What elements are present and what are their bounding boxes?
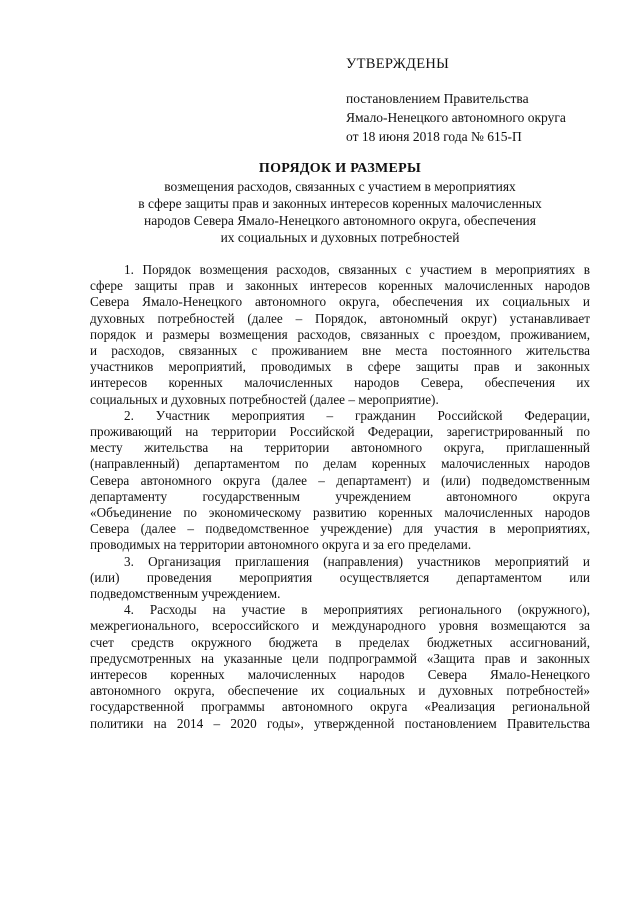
paragraph-4 xyxy=(90,602,590,732)
document-subtitle-line: возмещения расходов, связанных с участием в мероприятиях xyxy=(164,179,516,194)
paragraph-1 xyxy=(90,262,590,408)
approval-title: УТВЕРЖДЕНЫ xyxy=(346,56,450,72)
text-line: межрегионального, всероссийского и международного уровня возмещаются за xyxy=(90,618,590,634)
document-subtitle-line: в сфере защиты прав и законных интересов коренных малочисленных xyxy=(138,196,542,211)
text-line: участников мероприятий, проводимых в сфере защиты прав и законных xyxy=(90,359,590,375)
text-line: политики на 2014 – 2020 годы», утвержденной постановлением Правительства xyxy=(90,715,590,731)
text-line: проводимых на территории автономного округа и за его пределами. xyxy=(90,537,472,553)
text-line: месту жительства на территории автономного округа, приглашенный xyxy=(90,440,590,456)
text-line: сфере защиты прав и законных интересов коренных малочисленных народов xyxy=(90,278,590,294)
text-line: интересов коренных малочисленных народов Севера Ямало-Ненецкого xyxy=(90,667,590,683)
text-line: Севера автономного округа (далее – департамент) и (или) подведомственным xyxy=(90,472,590,488)
approval-line: постановлением Правительства xyxy=(346,91,529,106)
approval-line: Ямало-Ненецкого автономного округа xyxy=(346,110,566,125)
text-line: интересов коренных малочисленных народов Севера, обеспечения их xyxy=(90,375,590,391)
text-line: порядок и размеры возмещения расходов, связанных с проездом, проживанием, xyxy=(90,326,590,342)
text-line: департаменту государственным учреждением автономного округа xyxy=(90,488,590,504)
text-line: и расходов, связанных с проживанием вне места постоянного жительства xyxy=(90,343,590,359)
text-line: счет средств окружного бюджета в пределах бюджетных ассигнований, xyxy=(90,634,590,650)
text-line: духовных потребностей (далее – Порядок, автономный округ) устанавливает xyxy=(90,310,590,326)
text-line: социальных и духовных потребностей (далее – мероприятие). xyxy=(90,391,439,407)
text-line: (направленный) департаментом по делам коренных малочисленных народов xyxy=(90,456,590,472)
text-line: Севера (далее – подведомственное учреждение) для участия в мероприятиях, xyxy=(90,521,590,537)
text-line: «Объединение по экономическому развитию коренных малочисленных народов xyxy=(90,505,590,521)
document-title-main: ПОРЯДОК И РАЗМЕРЫ xyxy=(258,161,422,176)
text-line: 3. Организация приглашения (направления) участников мероприятий и xyxy=(124,553,590,569)
document-title xyxy=(90,160,590,246)
approval-line: от 18 июня 2018 года № 615-П xyxy=(346,129,522,144)
document-body xyxy=(90,262,590,732)
text-line: 2. Участник мероприятия – гражданин Российской Федерации, xyxy=(124,407,590,423)
document-subtitle-line: их социальных и духовных потребностей xyxy=(220,230,460,245)
text-line: подведомственным учреждением. xyxy=(90,586,281,602)
text-line: предусмотренных на указанные цели подпрограммой «Защита прав и законных xyxy=(90,650,590,666)
text-line: государственной программы автономного округа «Реализация региональной xyxy=(90,699,590,715)
approval-stamp xyxy=(346,55,626,146)
text-line: Севера Ямало-Ненецкого автономного округа, обеспечения их социальных и xyxy=(90,294,590,310)
text-line: автономного округа, обеспечение их социальных и духовных потребностей» xyxy=(90,683,590,699)
paragraph-2 xyxy=(90,408,590,554)
document-subtitle-line: народов Севера Ямало-Ненецкого автономного округа, обеспечения xyxy=(144,213,536,228)
paragraph-3 xyxy=(90,554,590,603)
text-line: 1. Порядок возмещения расходов, связанных с участием в мероприятиях в xyxy=(124,262,590,277)
text-line: проживающий на территории Российской Федерации, зарегистрированный по xyxy=(90,424,590,440)
text-line: 4. Расходы на участие в мероприятиях регионального (окружного), xyxy=(124,602,590,618)
text-line: (или) проведения мероприятия осуществляется департаментом или xyxy=(90,569,590,585)
